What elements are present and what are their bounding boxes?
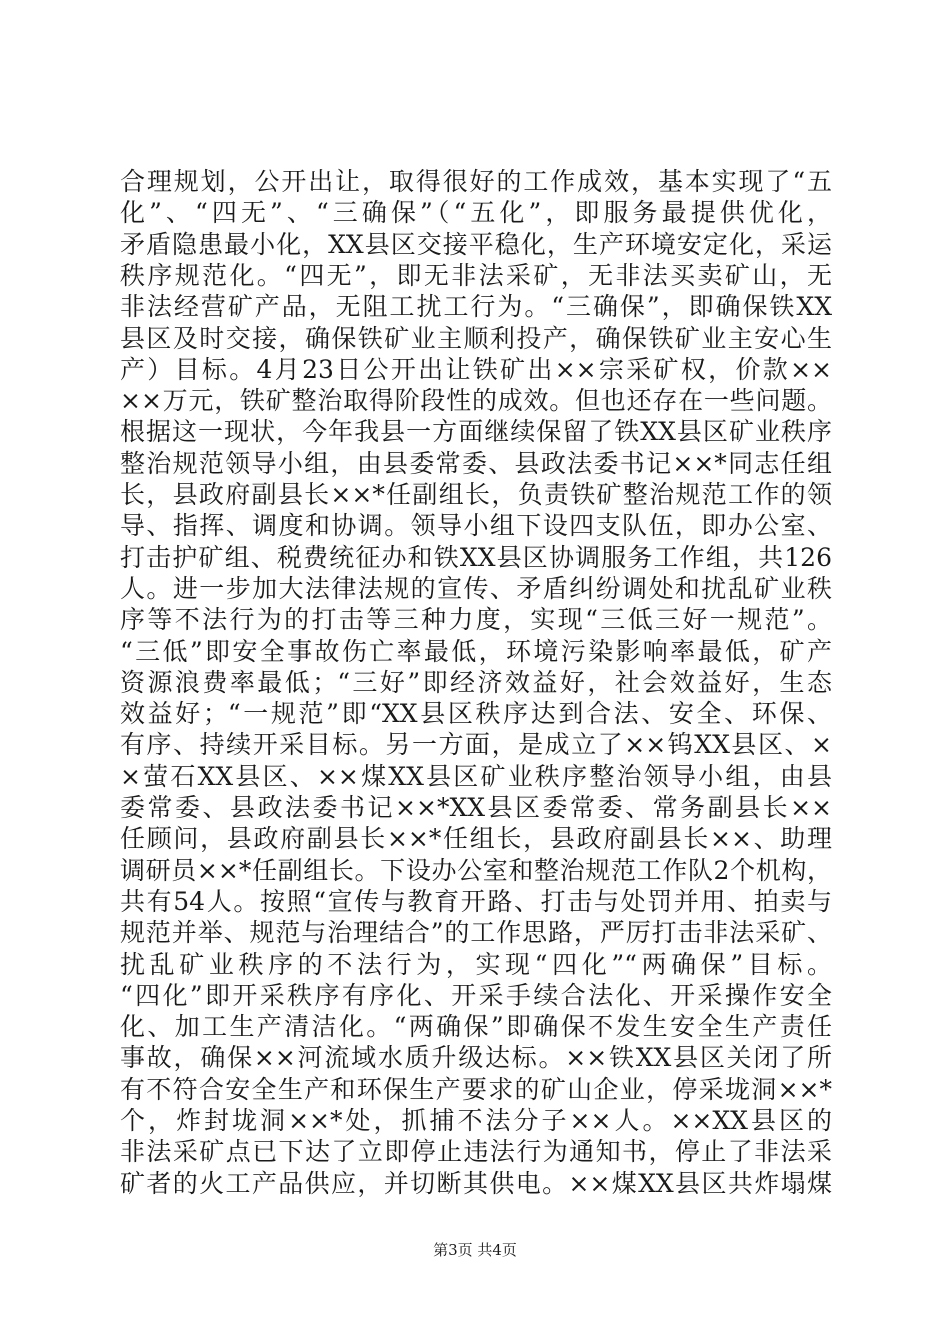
body-text-line: 委常委、县政法委书记××*XX县区委常委、常务副县长×× (120, 793, 832, 822)
body-text-line: 有不符合安全生产和环保生产要求的矿山企业，停采垅洞××* (120, 1074, 832, 1104)
body-text-line: 合理规划，公开出让，取得很好的工作成效，基本实现了“五 (120, 167, 832, 196)
body-text-line: 有序、持续开采目标。另一方面，是成立了××钨XX县区、× (120, 730, 832, 760)
page-footer (0, 1240, 950, 1260)
body-text-line: ××万元，铁矿整治取得阶段性的成效。但也还存在一些问题。 (120, 386, 832, 416)
body-text-line: “四化”即开采秩序有序化、开采手续合法化、开采操作安全 (120, 980, 832, 1010)
body-text-line: 秩序规范化。“四无”，即无非法采矿，无非法买卖矿山，无 (120, 260, 832, 290)
body-text-line: 根据这一现状，今年我县一方面继续保留了铁XX县区矿业秩序 (120, 417, 832, 447)
body-text-line: 调研员××*任副组长。下设办公室和整治规范工作队2个机构， (120, 855, 832, 885)
body-text-line: 资源浪费率最低；“三好”即经济效益好，社会效益好，生态 (120, 667, 832, 697)
body-text-line: 化”、“四无”、“三确保”（“五化”，即服务最提供优化， (120, 198, 832, 228)
body-text-line: 导、指挥、调度和协调。领导小组下设四支队伍，即办公室、 (120, 511, 832, 541)
body-text-line: 非法经营矿产品，无阻工扰工行为。“三确保”，即确保铁XX (120, 292, 832, 322)
body-text-line: “三低”即安全事故伤亡率最低，环境污染影响率最低，矿产 (120, 636, 832, 666)
body-text-line: ×萤石XX县区、××煤XX县区矿业秩序整治领导小组，由县 (120, 761, 832, 791)
body-text-line: 打击护矿组、税费统征办和铁XX县区协调服务工作组，共126 (120, 542, 832, 572)
page-number-label: 第3页 共4页 (433, 1241, 517, 1259)
body-text-line: 县区及时交接，确保铁矿业主顺利投产，确保铁矿业主安心生 (120, 323, 832, 353)
body-text-line: 事故，确保××河流域水质升级达标。××铁XX县区关闭了所 (120, 1043, 832, 1073)
body-text-line: 个，炸封垅洞××*处，抓捕不法分子××人。××XX县区的 (120, 1106, 832, 1135)
body-text-line: 产）目标。4月23日公开出让铁矿出××宗采矿权，价款×× (120, 354, 832, 384)
body-text-line: 非法采矿点已下达了立即停止违法行为通知书，停止了非法采 (120, 1137, 832, 1167)
body-text-line: 效益好；“一规范”即“XX县区秩序达到合法、安全、环保、 (120, 699, 832, 729)
body-text-line: 共有54人。按照“宣传与教育开路、打击与处罚并用、拍卖与 (120, 886, 832, 916)
body-text-line: 矛盾隐患最小化，XX县区交接平稳化，生产环境安定化，采运 (120, 229, 832, 259)
body-text-line: 人。进一步加大法律法规的宣传、矛盾纠纷调处和扰乱矿业秩 (120, 573, 832, 603)
body-text-line: 化、加工生产清洁化。“两确保”即确保不发生安全生产责任 (120, 1012, 832, 1042)
body-text-line: 长，县政府副县长××*任副组长，负责铁矿整治规范工作的领 (120, 480, 832, 509)
body-text-line: 扰乱矿业秩序的不法行为，实现“四化”“两确保”目标。 (120, 949, 832, 979)
body-text-line: 整治规范领导小组，由县委常委、县政法委书记××*同志任组 (120, 448, 832, 478)
body-text-line: 任顾问，县政府副县长××*任组长，县政府副县长××、助理 (120, 824, 832, 854)
body-text-line: 规范并举、规范与治理结合”的工作思路，严厉打击非法采矿、 (120, 918, 832, 948)
body-text-line: 矿者的火工产品供应，并切断其供电。××煤XX县区共炸塌煤 (120, 1168, 832, 1198)
body-text-line: 序等不法行为的打击等三种力度，实现“三低三好一规范”。 (120, 605, 832, 635)
